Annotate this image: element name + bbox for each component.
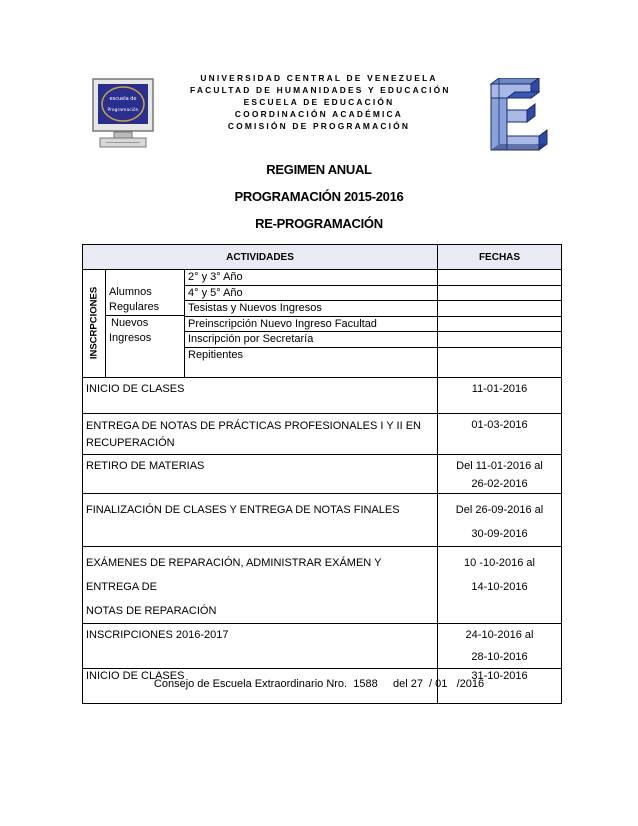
inscripcion-item: Inscripción por Secretaría <box>185 332 437 348</box>
inscripcion-item: 2° y 3° Año <box>185 270 437 285</box>
title-regimen: REGIMEN ANUAL <box>266 162 372 177</box>
activity-cell <box>83 377 438 413</box>
header-line-school: ESCUELA DE EDUCACIÓN <box>243 97 395 107</box>
activity-text: ENTREGA DE NOTAS DE PRÁCTICAS PROFESIONALES I Y II EN <box>86 419 421 432</box>
header-line-commission: COMISIÓN DE PROGRAMACIÓN <box>227 121 411 131</box>
inscripciones-vertical-label: INSCRPCIONES <box>88 287 100 360</box>
activity-text: INICIO DE CLASES <box>86 382 185 395</box>
date-text: 01-03-2016 <box>471 418 528 431</box>
table-row <box>83 493 562 546</box>
inscripcion-item: Preinscripción Nuevo Ingreso Facultad <box>185 316 437 332</box>
date-cell <box>438 546 562 623</box>
table-row <box>83 454 562 493</box>
logo-left-text-1: escuela de <box>109 96 137 102</box>
activity-cell <box>83 413 438 454</box>
schedule-table <box>82 244 562 704</box>
date-text-2: 30-09-2016 <box>471 527 528 540</box>
computer-monitor-logo <box>92 78 154 150</box>
group-nuevos-line2: Ingresos <box>109 332 152 344</box>
inscripciones-row <box>83 270 562 378</box>
header-activities: ACTIVIDADES <box>83 245 438 270</box>
title-programacion: PROGRAMACIÓN 2015-2016 <box>234 189 404 204</box>
date-cell <box>438 454 562 493</box>
activity-text: RETIRO DE MATERIAS <box>86 459 205 472</box>
activity-cell <box>83 454 438 493</box>
activity-text: EXÁMENES DE REPARACIÓN, ADMINISTRAR EXÁMEN Y ENTREGA DE <box>86 556 382 593</box>
date-text: 31-10-2016 <box>471 669 528 682</box>
header-dates: FECHAS <box>438 245 562 270</box>
activity-text-2: RECUPERACIÓN <box>86 436 175 449</box>
institution-header <box>190 72 451 132</box>
inscripcion-item: Repitientes <box>188 348 244 361</box>
school-e-logo <box>483 78 555 156</box>
activity-text: FINALIZACIÓN DE CLASES Y ENTREGA DE NOTAS FINALES <box>86 503 400 516</box>
activity-cell <box>83 493 438 546</box>
activity-cell <box>83 546 438 623</box>
activity-text-2: NOTAS DE REPARACIÓN <box>86 604 217 617</box>
date-text: Del 11-01-2016 al <box>456 459 543 472</box>
logo-left-text-2: Programación <box>107 108 139 113</box>
inscripciones-label-cell <box>83 270 106 378</box>
title-reprogramacion: RE-PROGRAMACIÓN <box>255 216 383 231</box>
date-text-2: 28-10-2016 <box>471 650 528 663</box>
table-header-row <box>83 245 562 270</box>
date-cell <box>438 493 562 546</box>
inscripciones-items-cell <box>185 270 438 378</box>
inscripciones-groups-cell <box>106 270 185 378</box>
inscripcion-item: Tesistas y Nuevos Ingresos <box>185 301 437 317</box>
activity-text: INICIO DE CLASES <box>86 669 185 682</box>
date-text-2: 14-10-2016 <box>471 580 528 593</box>
group-nuevos <box>106 316 184 346</box>
group-regulares <box>106 285 184 316</box>
inscripcion-item: 4° y 5° Año <box>185 285 437 301</box>
group-nuevos-line1: Nuevos <box>111 317 149 329</box>
group-regulares-line1: Alumnos <box>109 286 152 298</box>
date-cell <box>438 623 562 668</box>
date-cell <box>438 377 562 413</box>
date-text: 10 -10-2016 al <box>464 556 535 569</box>
header-line-faculty: FACULTAD DE HUMANIDADES Y EDUCACIÓN <box>190 85 451 95</box>
table-row <box>83 377 562 413</box>
table-row <box>83 623 562 668</box>
header-line-coordination: COORDINACIÓN ACADÉMICA <box>234 109 404 119</box>
date-cell <box>438 413 562 454</box>
header-line-university: UNIVERSIDAD CENTRAL DE VENEZUELA <box>200 73 438 83</box>
table-row <box>83 546 562 623</box>
footer-council-note: Consejo de Escuela Extraordinario Nro. 1588 del 27 / 01 /2016 <box>153 678 485 690</box>
activity-cell <box>83 623 438 668</box>
activity-text: INSCRIPCIONES 2016-2017 <box>86 628 229 641</box>
table-row <box>83 413 562 454</box>
date-text-2: 26-02-2016 <box>471 477 528 490</box>
date-text: Del 26-09-2016 al <box>455 503 544 516</box>
date-text: 11-01-2016 <box>471 382 528 395</box>
group-regulares-line2: Regulares <box>109 301 160 313</box>
inscripciones-dates-cell <box>438 270 562 378</box>
date-text: 24-10-2016 al <box>465 628 534 641</box>
